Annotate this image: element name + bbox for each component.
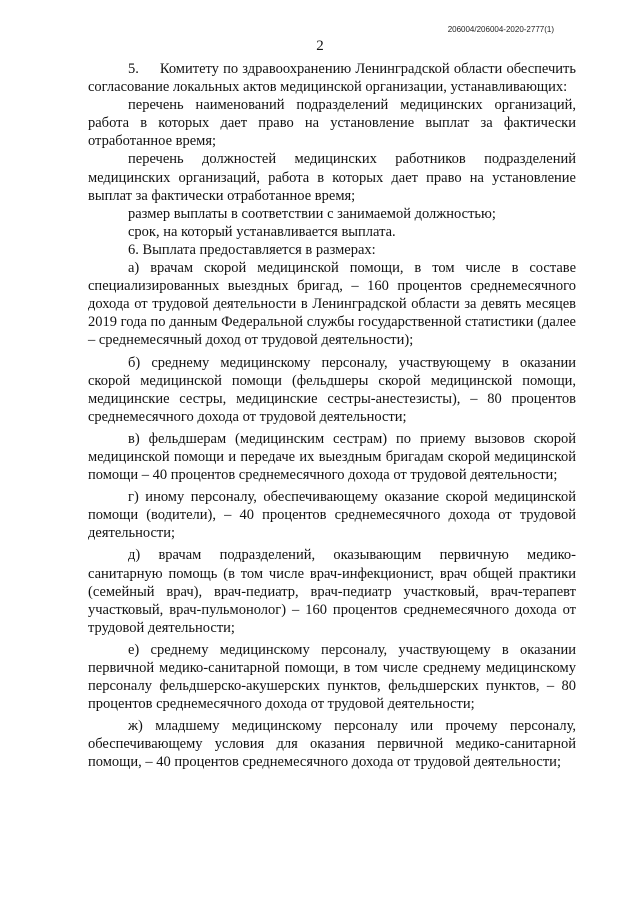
paragraph-5-item-amount: размер выплаты в соответствии с занимаемой должностью; <box>128 205 496 222</box>
document-body <box>88 60 576 772</box>
paragraph-5-item-term: срок, на который устанавливается выплата. <box>128 223 396 240</box>
paragraph-6-item-b: б) среднему медицинскому персоналу, участвующему в оказании скорой медицинской помощи (фельдшеры скорой медицинской помощи, медицинские сестры, медицинские сестры-анестезисты), – 80 процентов среднемесячного дохода от трудовой деятельности; <box>88 354 576 425</box>
paragraph-6-item-d: д) врачам подразделений, оказывающим первичную медико-санитарную помощь (в том числе врач-инфекционист, врач общей практики (семейный врач), врач-педиатр, врач-педиатр участковый, врач-терапевт участковый, врач-пульмонолог) – 160 процентов среднемесячного дохода от трудовой деятельности; <box>88 547 576 636</box>
paragraph-5: 5. Комитету по здравоохранению Ленинградской области обеспечить согласование локальных актов медицинской организации, устанавливающих: <box>88 61 576 96</box>
paragraph-6-item-g: г) иному персоналу, обеспечивающему оказание скорой медицинской помощи (водители), – 40 процентов среднемесячного дохода от трудовой деятельности; <box>88 489 576 542</box>
paragraph-6-item-a: а) врачам скорой медицинской помощи, в том числе в составе специализированных выездных бригад, – 160 процентов среднемесячного дохода от трудовой деятельности в Ленинградской области за девять месяцев 2019 года по данным Федеральной службы государственной статистики (далее – среднемесячный доход от трудовой деятельности); <box>88 260 576 349</box>
paragraph-6-item-v: в) фельдшерам (медицинским сестрам) по приему вызовов скорой медицинской помощи и передаче их выездным бригадам скорой медицинской помощи – 40 процентов среднемесячного дохода от трудовой деятельности; <box>88 430 576 484</box>
paragraph-5-item-positions: перечень должностей медицинских работников подразделений медицинских организаций, работа в которых дает право на установление выплат за фактически отработанное время; <box>88 151 576 204</box>
paragraph-5-item-subdivisions: перечень наименований подразделений медицинских организаций, работа в которых дает право на установление выплат за фактически отработанное время; <box>88 97 576 150</box>
page-number: 2 <box>316 38 324 54</box>
paragraph-6: 6. Выплата предоставляется в размерах: <box>128 241 376 258</box>
paragraph-6-item-zh: ж) младшему медицинскому персоналу или прочему персоналу, обеспечивающему условия для оказания первичной медико-санитарной помощи, – 40 процентов среднемесячного дохода от трудовой деятельности; <box>88 718 576 771</box>
paragraph-6-item-e: е) среднему медицинскому персоналу, участвующему в оказании первичной медико-санитарной помощи, в том числе среднему медицинскому персоналу фельдшерско-акушерских пунктов, фельдшерских пунктов, – 80 процентов среднемесячного дохода от трудовой деятельности; <box>88 641 576 713</box>
document-number: 206004/206004-2020-2777(1) <box>447 25 554 34</box>
